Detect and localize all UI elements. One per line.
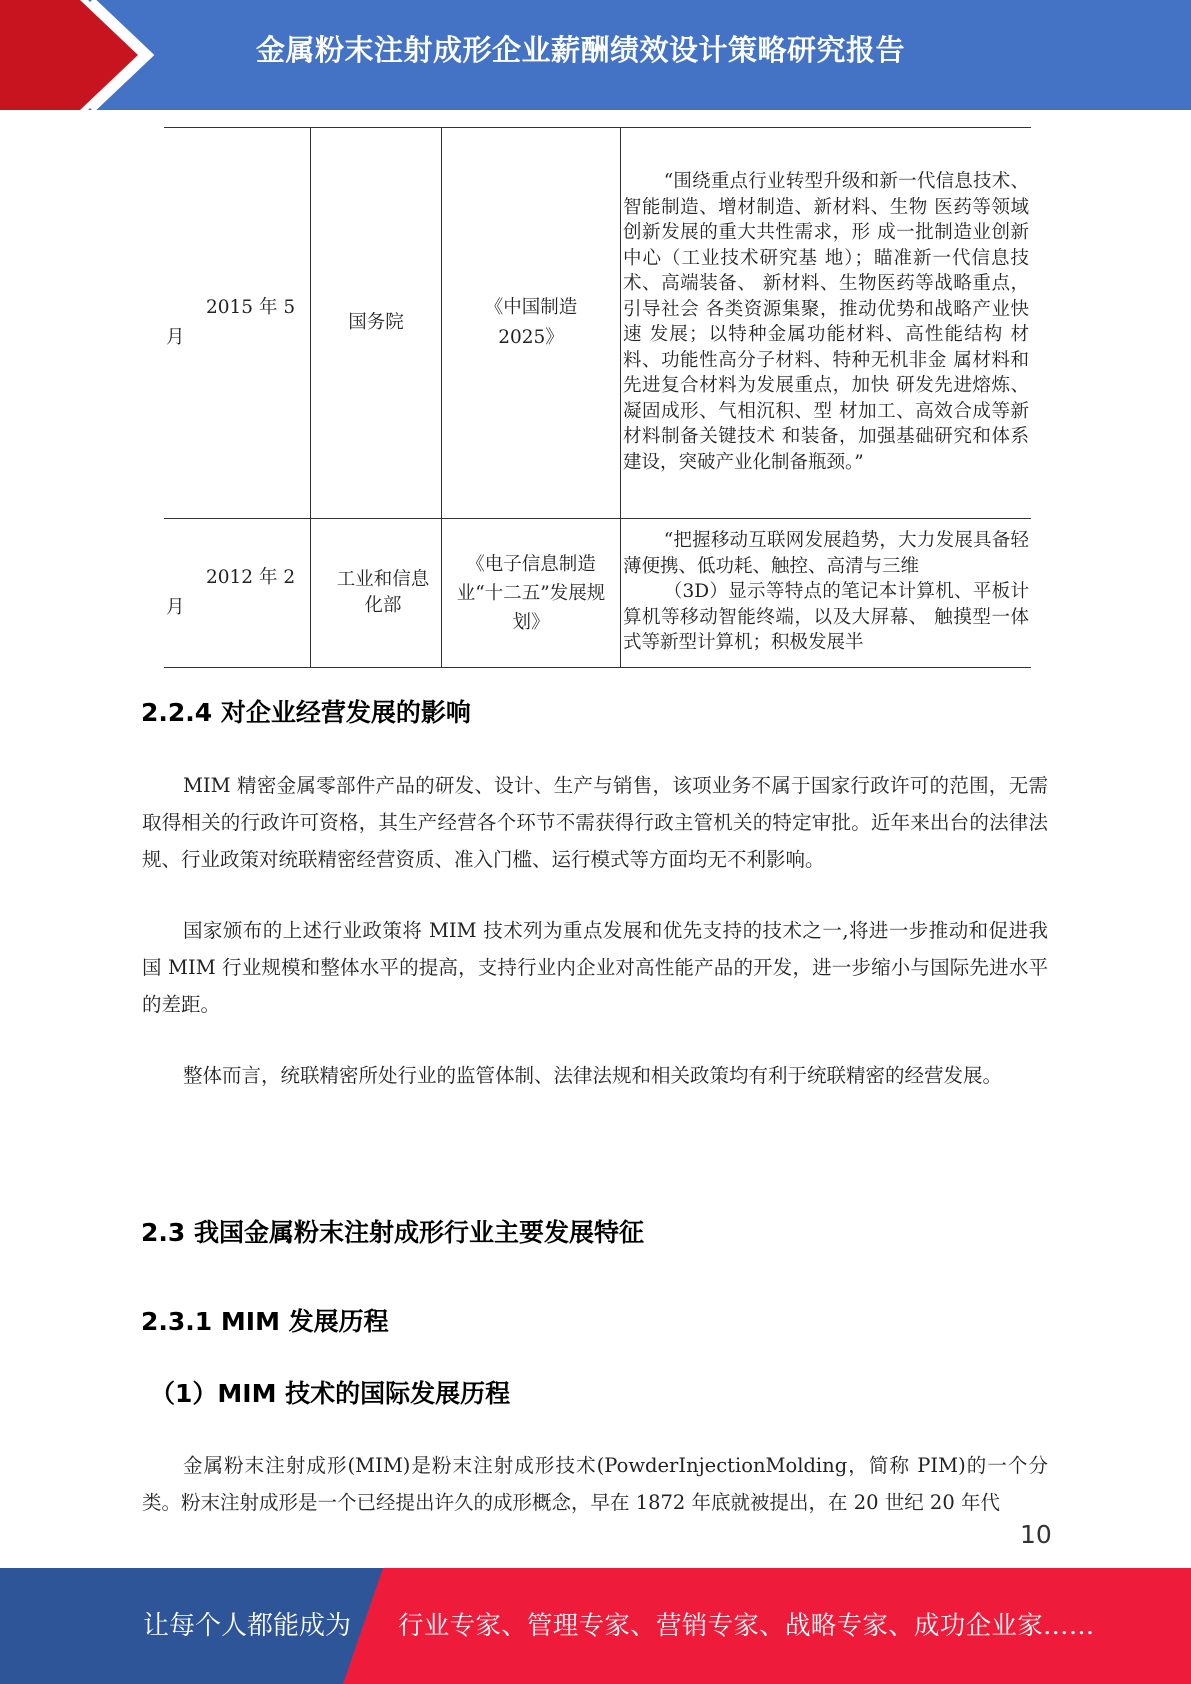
paragraph	[142, 767, 1048, 878]
date-line: 月	[166, 327, 185, 348]
date-line: 月	[166, 597, 185, 618]
subsection-heading: 2.3.1 MIM 发展历程	[141, 1307, 389, 1336]
content-text: “把握移动互联网发展趋势，大力发展具备轻薄便携、低功耗、触控、高清与三维	[623, 530, 1029, 577]
section-heading: 2.3 我国金属粉末注射成形行业主要发展特征	[141, 1218, 644, 1247]
policy-table	[164, 127, 1031, 668]
paragraph-text: 整体而言，统联精密所处行业的监管体制、法律法规和相关政策均有利于统联精密的经营发展。	[182, 1064, 1002, 1087]
doc-cell	[442, 128, 621, 519]
date-cell	[164, 128, 311, 519]
report-title: 金属粉末注射成形企业薪酬绩效设计策略研究报告	[256, 33, 906, 67]
date-line: 2012 年 2	[206, 567, 296, 588]
date-cell	[164, 519, 311, 668]
doc-name: 《中国制造2025》	[484, 297, 578, 348]
subsubsection-heading: （1）MIM 技术的国际发展历程	[150, 1379, 511, 1408]
page-header	[0, 0, 1191, 110]
paragraph	[142, 912, 1048, 1023]
page-footer	[0, 1568, 1191, 1684]
content-cell	[621, 519, 1032, 668]
section-heading: 2.2.4 对企业经营发展的影响	[141, 698, 471, 727]
table-row	[164, 519, 1031, 668]
content-text: （3D）显示等特点的笔记本计算机、平板计算机等移动智能终端，以及大屏幕、 触摸型一体式等新型计算机；积极发展半	[623, 581, 1029, 654]
org-cell	[311, 519, 442, 668]
org-cell: 国务院	[311, 128, 442, 519]
paragraph	[142, 1447, 1048, 1521]
content-text: “围绕重点行业转型升级和新一代信息技术、智能制造、增材制造、新材料、生物 医药等领域创新发展的重大共性需求，形 成一批制造业创新中心（工业技术研究基 地）；瞄准新一代信息技术、高端装备、 新材料、生物医药等战略重点，引导社会 各类资源集聚，推动优势和战略产业快速 发展；以特种金属功能材料、高性能结构 材料、功能性高分子材料、特种无机非金 属材料和先进复合材料为发展重点，加快 研发先进熔炼、凝固成形、气相沉积、型 材加工、高效合成等新材料制备关键技术 和装备，加强基础研究和体系建设，突破产业化制备瓶颈。”	[623, 171, 1029, 473]
page-number: 10	[1020, 1520, 1052, 1549]
doc-name: 《电子信息制造 业“十二五”发展规划》	[456, 553, 606, 633]
footer-slogan-left: 让每个人都能成为	[143, 1611, 352, 1641]
doc-cell	[442, 519, 621, 668]
content-cell	[621, 128, 1032, 519]
paragraph-text: MIM 精密金属零部件产品的研发、设计、生产与销售，该项业务不属于国家行政许可的范围，无需取得相关的行政许可资格，其生产经营各个环节不需获得行政主管机关的特定审批。近年来出台的法律法规、行业政策对统联精密经营资质、准入门槛、运行模式等方面均无不利影响。	[142, 774, 1048, 871]
paragraph-text: 国家颁布的上述行业政策将 MIM 技术列为重点发展和优先支持的技术之一,将进一步推动和促进我国 MIM 行业规模和整体水平的提高，支持行业内企业对高性能产品的开发，进一步缩小与国际先进水平的差距。	[142, 919, 1048, 1016]
date-line: 2015 年 5	[206, 297, 296, 318]
paragraph	[142, 1057, 1048, 1094]
footer-slogan-right: 行业专家、管理专家、营销专家、战略专家、成功企业家……	[398, 1611, 1095, 1641]
table-row	[164, 128, 1031, 519]
paragraph-text: 金属粉末注射成形(MIM)是粉末注射成形技术(PowderInjectionMolding，简称 PIM)的一个分类。粉末注射成形是一个已经提出许久的成形概念，早在 1872 年底就被提出，在 20 世纪 20 年代	[142, 1454, 1048, 1514]
org-name: 工业和信息 化部	[336, 569, 430, 616]
